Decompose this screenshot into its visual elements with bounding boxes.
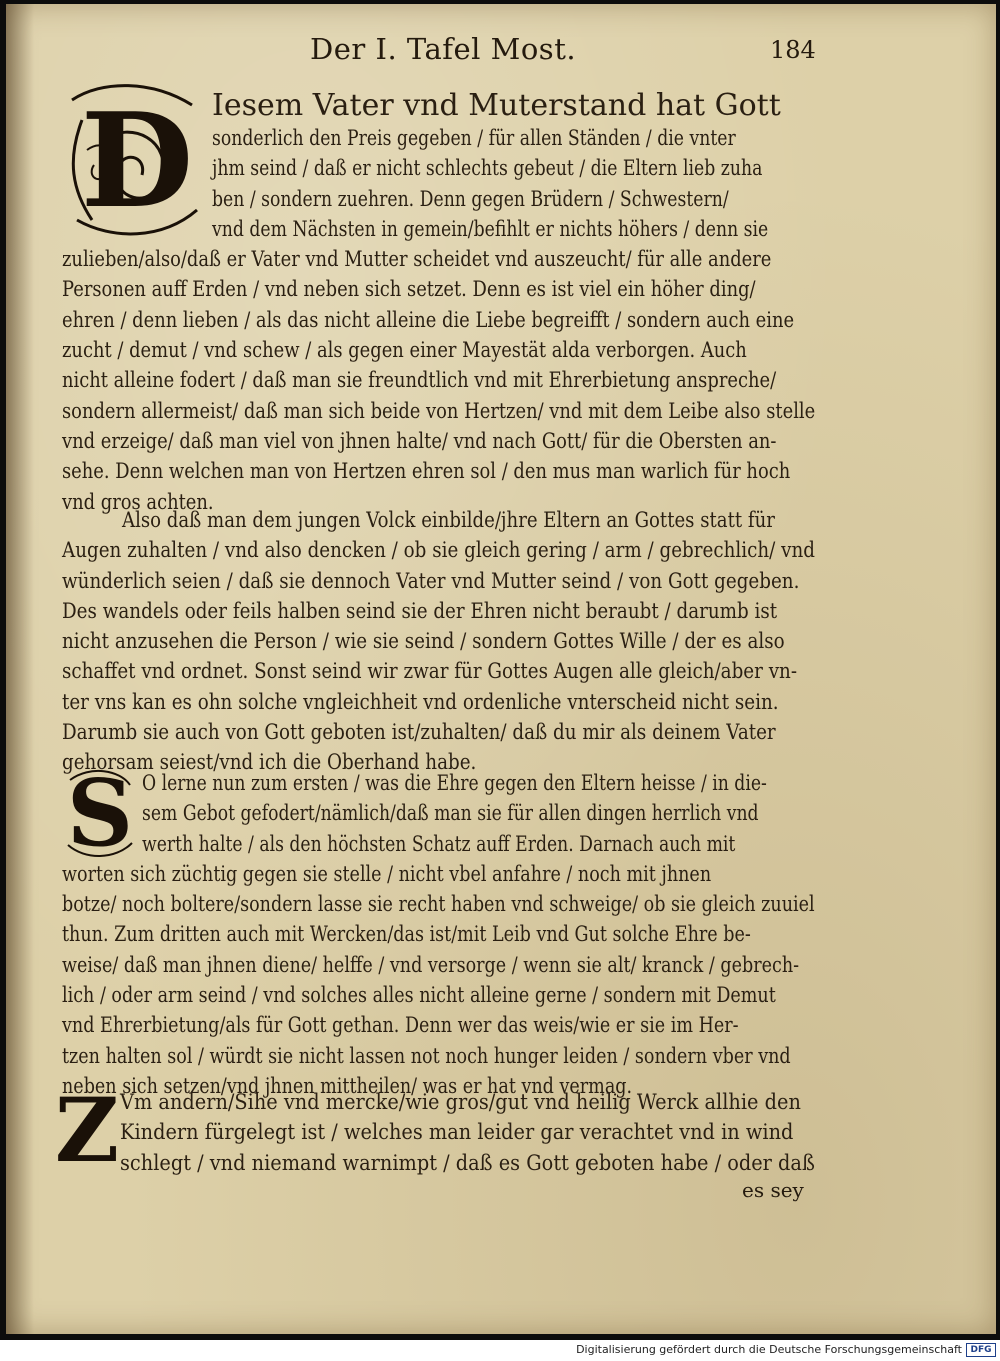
drop-cap-d: D — [62, 80, 212, 240]
text-line: gehorsam seiest/vnd ich die Oberhand habe. — [62, 750, 477, 775]
paragraph-2 — [62, 505, 926, 778]
text-line: lich / oder arm seind / vnd solches alles nicht alleine gerne / sondern mit Demut — [62, 983, 776, 1008]
text-line: botze/ noch boltere/sondern lasse sie recht haben vnd schweige/ ob sie gleich zuuiel — [62, 892, 815, 917]
paragraph-4 — [62, 1087, 875, 1178]
text-line: sondern allermeist/ daß man sich beide von Hertzen/ vnd mit dem Leibe also stelle — [62, 398, 816, 423]
text-line: Personen auff Erden / vnd neben sich setzet. Denn es ist viel ein höher ding/ — [62, 277, 756, 302]
running-header: Der I. Tafel Most. — [310, 32, 577, 66]
text-line: wünderlich seien / daß sie dennoch Vater vnd Mutter seind / von Gott gegeben. — [62, 568, 800, 593]
text-line: vnd Ehrerbietung/als für Gott gethan. Denn wer das weis/wie er sie im Her- — [62, 1013, 739, 1038]
paragraph-3 — [62, 768, 963, 1101]
text-line: neben sich setzen/vnd jhnen mittheilen/ was er hat vnd vermag. — [62, 1073, 633, 1098]
text-line: sonderlich den Preis gegeben / für allen Ständen / die vnter — [212, 126, 736, 150]
text-line: schlegt / vnd niemand warnimpt / daß es Gott geboten habe / oder daß — [120, 1150, 815, 1175]
text-line: Iesem Vater vnd Muterstand hat Gott — [212, 88, 781, 123]
text-line: zucht / demut / vnd schew / als gegen einer Mayestät alda verborgen. Auch — [62, 338, 747, 363]
text-line: vnd gros achten. — [62, 489, 214, 514]
text-line: sehe. Denn welchen man von Hertzen ehren sol / den mus man warlich für hoch — [62, 459, 791, 484]
catchword: es sey — [742, 1178, 804, 1202]
first-line — [212, 86, 781, 126]
text-line: nicht anzusehen die Person / wie sie seind / sondern Gottes Wille / der es also — [62, 629, 785, 654]
text-line: Also daß man dem jungen Volck einbilde/jhre Eltern an Gottes statt für — [122, 508, 775, 532]
text-line: nicht alleine fodert / daß man sie freundtlich vnd mit Ehrerbietung anspreche/ — [62, 368, 777, 393]
text-line: weise/ daß man jhnen diene/ helffe / vnd versorge / wenn sie alt/ kranck / gebrech- — [62, 952, 800, 977]
text-line: worten sich züchtig gegen sie stelle / nicht vbel anfahre / noch mit jhnen — [62, 861, 712, 886]
text-line: jhm seind / daß er nicht schlechts gebeut / die Eltern lieb zuha — [212, 156, 763, 181]
funding-notice: Digitalisierung gefördert durch die Deutsche Forschungsgemeinschaft — [576, 1343, 962, 1356]
text-line: Augen zuhalten / vnd also dencken / ob sie gleich gering / arm / gebrechlich/ vnd — [62, 538, 815, 563]
drop-cap-z: Z — [54, 1078, 120, 1182]
text-line: schaffet vnd ordnet. Sonst seind wir zwar für Gottes Augen alle gleich/aber vn- — [62, 659, 798, 684]
text-line: vnd dem Nächsten in gemein/befihlt er nichts höhers / denn sie — [212, 216, 769, 241]
text-line: zulieben/also/daß er Vater vnd Mutter scheidet vnd auszeucht/ für alle andere — [62, 247, 772, 272]
page-gutter-shadow — [6, 4, 34, 1334]
text-line: werth halte / als den höchsten Schatz auff Erden. Darnach auch mit — [142, 831, 736, 856]
text-line: O lerne nun zum ersten / was die Ehre gegen den Eltern heisse / in die- — [142, 771, 767, 795]
page-number: 184 — [770, 36, 816, 64]
text-line: vnd erzeige/ daß man viel von jhnen halte/ vnd nach Gott/ für die Obersten an- — [62, 428, 777, 453]
text-line: Kindern fürgelegt ist / welches man leider gar verachtet vnd in wind — [120, 1120, 794, 1145]
text-line: sem Gebot gefodert/nämlich/daß man sie für allen dingen herrlich vnd — [142, 801, 759, 826]
text-line: ben / sondern zuehren. Denn gegen Brüdern / Schwestern/ — [212, 186, 729, 211]
text-line: Des wandels oder feils halben seind sie der Ehren nicht beraubt / darumb ist — [62, 598, 778, 623]
text-line: ter vns kan es ohn solche vngleichheit vnd ordenliche vnterscheid nicht sein. — [62, 689, 779, 714]
paragraph-1 — [62, 123, 946, 517]
text-line: thun. Zum dritten auch mit Wercken/das ist/mit Leib vnd Gut solche Ehre be- — [62, 922, 751, 947]
footer-bar — [0, 1340, 1000, 1361]
dfg-logo-icon: DFG — [966, 1343, 996, 1357]
text-line: ehren / denn lieben / als das nicht alleine die Liebe begreifft / sondern auch eine — [62, 307, 795, 332]
text-line: Darumb sie auch von Gott geboten ist/zuhalten/ daß du mir als deinem Vater — [62, 720, 776, 745]
text-line: Vm andern/Sihe vnd mercke/wie gros/gut vnd heilig Werck allhie den — [120, 1090, 801, 1114]
text-line: tzen halten sol / würdt sie nicht lassen not noch hunger leiden / sondern vber vnd — [62, 1043, 791, 1068]
drop-cap-s: S — [60, 765, 140, 860]
